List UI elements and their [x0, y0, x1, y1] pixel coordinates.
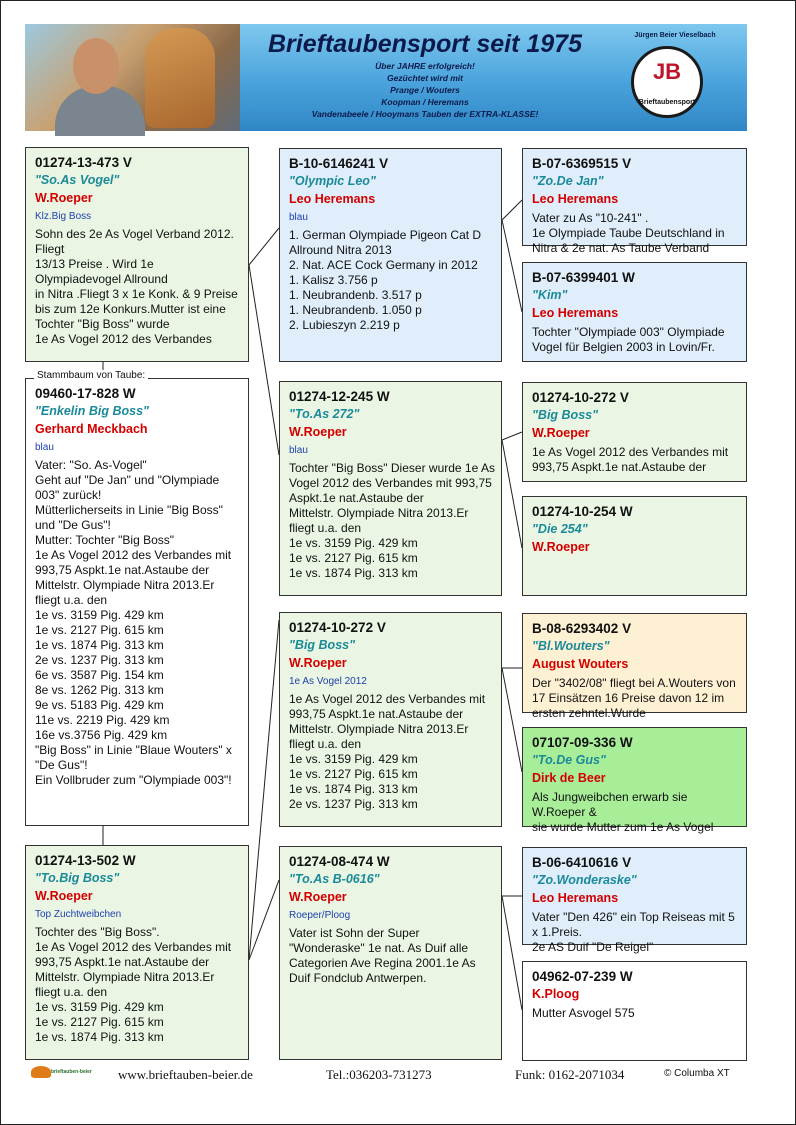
pigeon-description: Tochter des "Big Boss". 1e As Vogel 2012 des Verbandes mit 993,75 Aspkt.1e nat.Astaube der Mittelstr. Olympiade Nitra 2013.Er fliegt u.a. den 1e vs. 3159 Pig. 429 km 1e vs. 2127 Pig. 615 km 1e vs. 1874 Pig. 313 km	[35, 925, 232, 1044]
footer-website-link[interactable]: www.brieftauben-beier.de	[118, 1067, 253, 1082]
pigeon-color: blau	[289, 212, 308, 223]
pigeon-color: Roeper/Ploog	[289, 910, 351, 921]
logo-monogram: JB	[652, 59, 682, 84]
breeder-name: W.Roeper	[35, 889, 93, 903]
banner-title: Brieftaubensport seit 1975	[268, 30, 582, 58]
great-grandparent-card-8[interactable]	[522, 961, 747, 1061]
ring-number: B-10-6146241 V	[289, 156, 389, 171]
slogan-line: Über JAHRE erfolgreich!	[375, 61, 475, 71]
pedigree-label: Stammbaum von Taube:	[34, 370, 148, 381]
great-grandparent-card-4[interactable]	[522, 496, 747, 596]
pigeon-description: Tochter "Big Boss" Dieser wurde 1e As Vogel 2012 des Verbandes mit 993,75 Aspkt.1e nat.Astaube der Mittelstr. Olympiade Nitra 2013.Er fliegt u.a. den 1e vs. 3159 Pig. 429 km 1e vs. 2127 Pig. 615 km 1e vs. 1874 Pig. 313 km	[289, 461, 495, 580]
father-card[interactable]	[25, 147, 249, 362]
pigeon-name: "Zo.De Jan"	[532, 174, 604, 188]
breeder-name: W.Roeper	[532, 426, 590, 440]
ring-number: 01274-08-474 W	[289, 854, 390, 869]
pigeon-name: "Zo.Wonderaske"	[532, 873, 637, 887]
footer-mobile: Funk: 0162-2071034	[515, 1067, 625, 1082]
pigeon-name: "To.As 272"	[289, 407, 360, 421]
slogan-line: Vandenabeele / Hooymans Tauben der EXTRA-KLASSE!	[311, 109, 539, 119]
pigeon-description: Vater: "So. As-Vogel" Geht auf "De Jan" und "Olympiade 003" zurück! Mütterlicherseits in Linie "Big Boss" und "De Gus"! Mutter: Tochter "Big Boss" 1e As Vogel 2012 des Verbandes mit 993,75 Aspkt.1e nat.Astaube der Mittelstr. Olympiade Nitra 2013.Er fliegt u.a. den 1e vs. 3159 Pig. 429 km 1e vs. 2127 Pig. 615 km 1e vs. 1874 Pig. 313 km 2e vs. 1237 Pig. 313 km 6e vs. 3587 Pig. 154 km 8e vs. 1262 Pig. 313 km 9e vs. 5183 Pig. 429 km 11e vs. 2219 Pig. 429 km 16e vs.3756 Pig. 429 km "Big Boss" in Linie "Blaue Wouters" x "De Gus"! Ein Vollbruder zum "Olympiade 003"!	[35, 458, 232, 787]
pigeon-color: blau	[35, 442, 54, 453]
grandmother-paternal-card[interactable]	[279, 381, 502, 596]
subject-card[interactable]	[25, 378, 249, 826]
pigeon-description: Vater zu As "10-241" . 1e Olympiade Taube Deutschland in Nitra & 2e nat. As Taube Verband	[532, 211, 725, 255]
copyright: © Columba XT	[664, 1068, 730, 1079]
breeder-name: Leo Heremans	[532, 192, 619, 206]
logo-text: Brieftaubensport	[638, 99, 696, 106]
mother-card[interactable]	[25, 845, 249, 1060]
great-grandparent-card-6[interactable]	[522, 727, 747, 834]
ring-number: 01274-13-502 W	[35, 853, 136, 868]
ring-number: 01274-12-245 W	[289, 389, 390, 404]
ring-number: B-07-6369515 V	[532, 156, 632, 171]
pigeon-description: Sohn des 2e As Vogel Verband 2012. Fliegt 13/13 Preise . Wird 1e Olympiadevogel Allround in Nitra .Fliegt 3 x 1e Konk. & 9 Preise bis zum 12e Konkurs.Mutter ist eine Tochter "Big Boss" wurde 1e As Vogel 2012 des Verbandes	[35, 227, 238, 346]
ring-number: B-08-6293402 V	[532, 621, 632, 636]
breeder-name: Leo Heremans	[532, 891, 619, 905]
breeder-name: W.Roeper	[289, 890, 347, 904]
pigeon-description: 1e As Vogel 2012 des Verbandes mit 993,75 Aspkt.1e nat.Astaube der Mittelstr. Olympiade Nitra 2013.Er fliegt u.a. den 1e vs. 3159 Pig. 429 km 1e vs. 2127 Pig. 615 km 1e vs. 1874 Pig. 313 km 2e vs. 1237 Pig. 313 km	[289, 692, 486, 811]
great-grandparent-card-3[interactable]	[522, 382, 747, 482]
pigeon-description: Vater ist Sohn der Super "Wonderaske" 1e nat. As Duif alle Categorien Ave Regina 2001.1e As Duif Fondclub Antwerpen.	[289, 926, 476, 985]
breeder-name: Gerhard Meckbach	[35, 422, 148, 436]
pigeon-description: Als Jungweibchen erwarb sie W.Roeper & sie wurde Mutter zum 1e As Vogel	[532, 790, 714, 834]
pigeon-description: 1. German Olympiade Pigeon Cat D Allround Nitra 2013 2. Nat. ACE Cock Germany in 2012 1. Kalisz 3.756 p 1. Neubrandenb. 3.517 p 1. Neubrandenb. 1.050 p 2. Lubieszyn 2.219 p	[289, 228, 482, 332]
pigeon-logo-icon	[31, 1066, 51, 1078]
pigeon-name: "To.As B-0616"	[289, 872, 380, 886]
pigeon-name: "Big Boss"	[532, 408, 599, 422]
pigeon-name: "Die 254"	[532, 522, 588, 536]
grandmother-maternal-card[interactable]	[279, 846, 502, 1060]
breeder-name: K.Ploog	[532, 987, 580, 1001]
pigeon-name: "To.Big Boss"	[35, 871, 120, 885]
pigeon-description: Mutter Asvogel 575	[532, 1006, 635, 1020]
breeder-name: W.Roeper	[35, 191, 93, 205]
breeder-name: W.Roeper	[289, 425, 347, 439]
slogan-line: Gezüchtet wird mit	[386, 73, 464, 83]
pigeon-color: Top Zuchtweibchen	[35, 909, 122, 920]
breeder-name: August Wouters	[532, 657, 629, 671]
ring-number: B-06-6410616 V	[532, 855, 632, 870]
ring-number: 01274-13-473 V	[35, 155, 132, 170]
pigeon-description: Tochter "Olympiade 003" Olympiade Vogel für Belgien 2003 in Lovin/Fr.	[532, 325, 725, 354]
pigeon-name: "Kim"	[532, 288, 568, 302]
pigeon-color: blau	[289, 445, 308, 456]
great-grandparent-card-7[interactable]	[522, 847, 747, 954]
ring-number: 01274-10-272 V	[532, 390, 629, 405]
grandfather-paternal-card[interactable]	[279, 148, 502, 362]
pigeon-description: Vater "Den 426" ein Top Reiseas mit 5 x 1.Preis. 2e AS Duif "De Reigel"	[532, 910, 735, 954]
pigeon-name: "So.As Vogel"	[35, 173, 120, 187]
pigeon-color: Klz.Big Boss	[35, 211, 92, 222]
ring-number: 09460-17-828 W	[35, 386, 136, 401]
pigeon-name: "Big Boss"	[289, 638, 356, 652]
pigeon-color: 1e As Vogel 2012	[289, 676, 367, 687]
pigeon-name: "Enkelin Big Boss"	[35, 404, 149, 418]
breeder-name: Leo Heremans	[289, 192, 376, 206]
slogan-line: Prange / Wouters	[390, 85, 460, 95]
pigeon-description: 1e As Vogel 2012 des Verbandes mit 993,75 Aspkt.1e nat.Astaube der	[532, 445, 729, 474]
ring-number: B-07-6399401 W	[532, 270, 635, 285]
breeder-name: W.Roeper	[532, 540, 590, 554]
ring-number: 01274-10-272 V	[289, 620, 386, 635]
ring-number: 01274-10-254 W	[532, 504, 633, 519]
great-grandparent-card-5[interactable]	[522, 613, 747, 720]
ring-number: 04962-07-239 W	[532, 969, 633, 984]
pigeon-name: "To.De Gus"	[532, 753, 606, 767]
great-grandparent-card-2[interactable]	[522, 262, 747, 362]
great-grandparent-card-1[interactable]	[522, 148, 747, 255]
breeder-name: W.Roeper	[289, 656, 347, 670]
breeder-name: Dirk de Beer	[532, 771, 606, 785]
ring-number: 07107-09-336 W	[532, 735, 633, 750]
slogan-line: Koopman / Heremans	[381, 97, 469, 107]
footer-phone: Tel.:036203-731273	[326, 1067, 432, 1082]
footer-logo	[27, 1064, 105, 1082]
footer-logo-text: brieftauben-beier	[51, 1069, 92, 1075]
pigeon-description: Der "3402/08" fliegt bei A.Wouters von 17 Einsätzen 16 Preise davon 12 im ersten zehntel.Wurde	[532, 676, 736, 720]
breeder-name: Leo Heremans	[532, 306, 619, 320]
pigeon-name: "Olympic Leo"	[289, 174, 376, 188]
owner-name: Jürgen Beier Vieselbach	[634, 32, 716, 39]
pigeon-name: "Bl.Wouters"	[532, 639, 610, 653]
grandfather-maternal-card[interactable]	[279, 612, 502, 827]
